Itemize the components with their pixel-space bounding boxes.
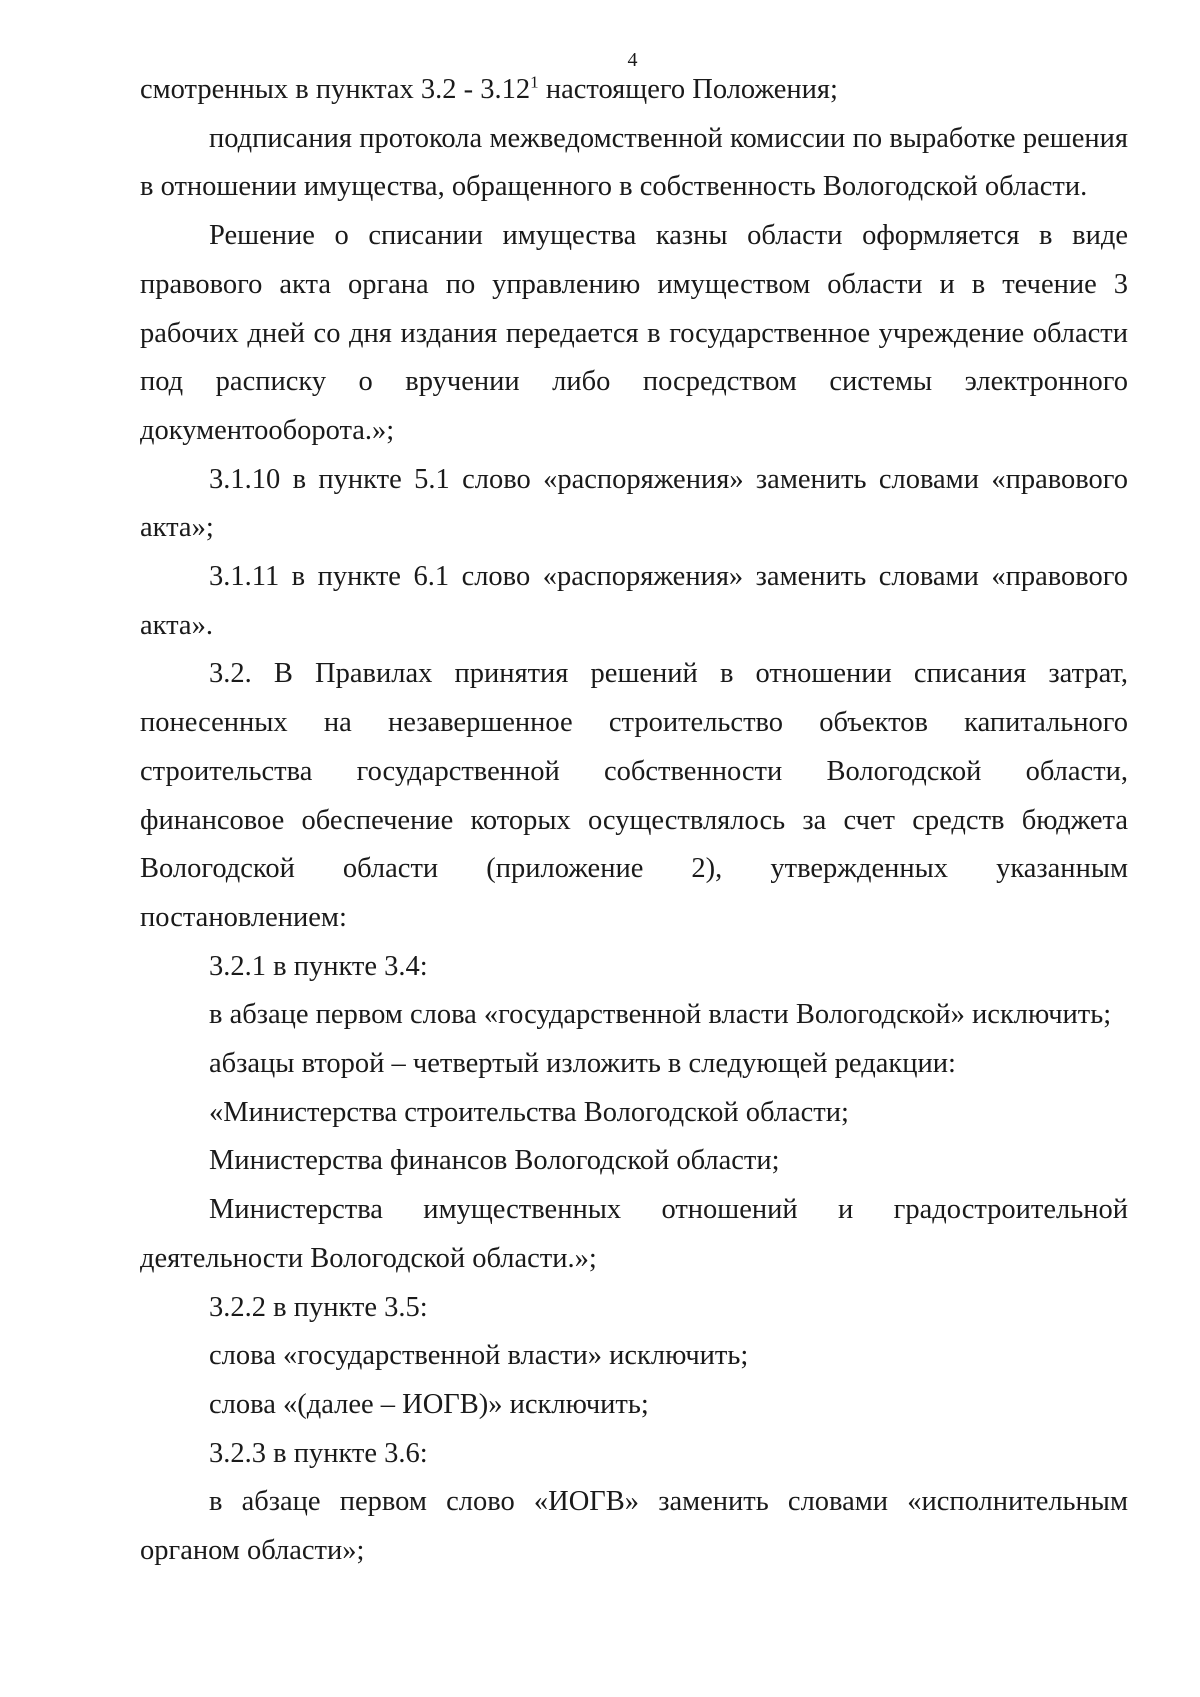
paragraph: подписания протокола межведомственной комиссии по выработке решения в отношении имущества, обращенного в собственность Вологодской области. bbox=[140, 122, 1128, 203]
paragraph-text: смотренных в пунктах 3.2 - 3.12 bbox=[140, 74, 531, 105]
paragraph: слова «государственной власти» исключить; bbox=[209, 1340, 749, 1372]
paragraph: Решение о списании имущества казны области оформляется в виде правового акта органа по управлению имуществом области и в течение 3 рабочих дней со дня издания передается в государственное учреждение области под расписку о вручении либо посредством системы электронного документооборота.»; bbox=[140, 220, 1128, 446]
paragraph: 3.2.3 в пункте 3.6: bbox=[209, 1437, 428, 1469]
paragraph: Министерства финансов Вологодской области; bbox=[209, 1145, 780, 1177]
paragraph: Министерства имущественных отношений и градостроительной деятельности Вологодской области.»; bbox=[140, 1194, 1128, 1274]
document-body bbox=[140, 66, 1128, 1576]
superscript: 1 bbox=[530, 72, 539, 92]
paragraph: 3.1.11 в пункте 6.1 слово «распоряжения» заменить словами «правового акта». bbox=[140, 561, 1128, 641]
paragraph: 3.2.2 в пункте 3.5: bbox=[209, 1291, 428, 1323]
paragraph-text-after: настоящего Положения; bbox=[538, 74, 838, 105]
paragraph: 3.2.1 в пункте 3.4: bbox=[209, 950, 428, 982]
paragraph: 3.2. В Правилах принятия решений в отношении списания затрат, понесенных на незавершенное строительство объектов капитального строительства государственной собственности Вологодской области, финансовое обеспечение которых осуществлялось за счет средств бюджета Вологодской области (приложение 2), утвержденных указанным постановлением: bbox=[140, 658, 1128, 933]
paragraph: 3.1.10 в пункте 5.1 слово «распоряжения» заменить словами «правового акта»; bbox=[140, 463, 1128, 544]
paragraph: в абзаце первом слова «государственной власти Вологодской» исключить; bbox=[209, 999, 1112, 1031]
page-number: 4 bbox=[627, 49, 638, 71]
paragraph: слова «(далее – ИОГВ)» исключить; bbox=[209, 1388, 649, 1420]
paragraph: абзацы второй – четвертый изложить в следующей редакции: bbox=[209, 1048, 956, 1080]
paragraph: «Министерства строительства Вологодской области; bbox=[209, 1096, 849, 1128]
paragraph-continuation bbox=[140, 66, 1128, 115]
paragraph: в абзаце первом слово «ИОГВ» заменить словами «исполнительным органом области»; bbox=[140, 1486, 1128, 1567]
